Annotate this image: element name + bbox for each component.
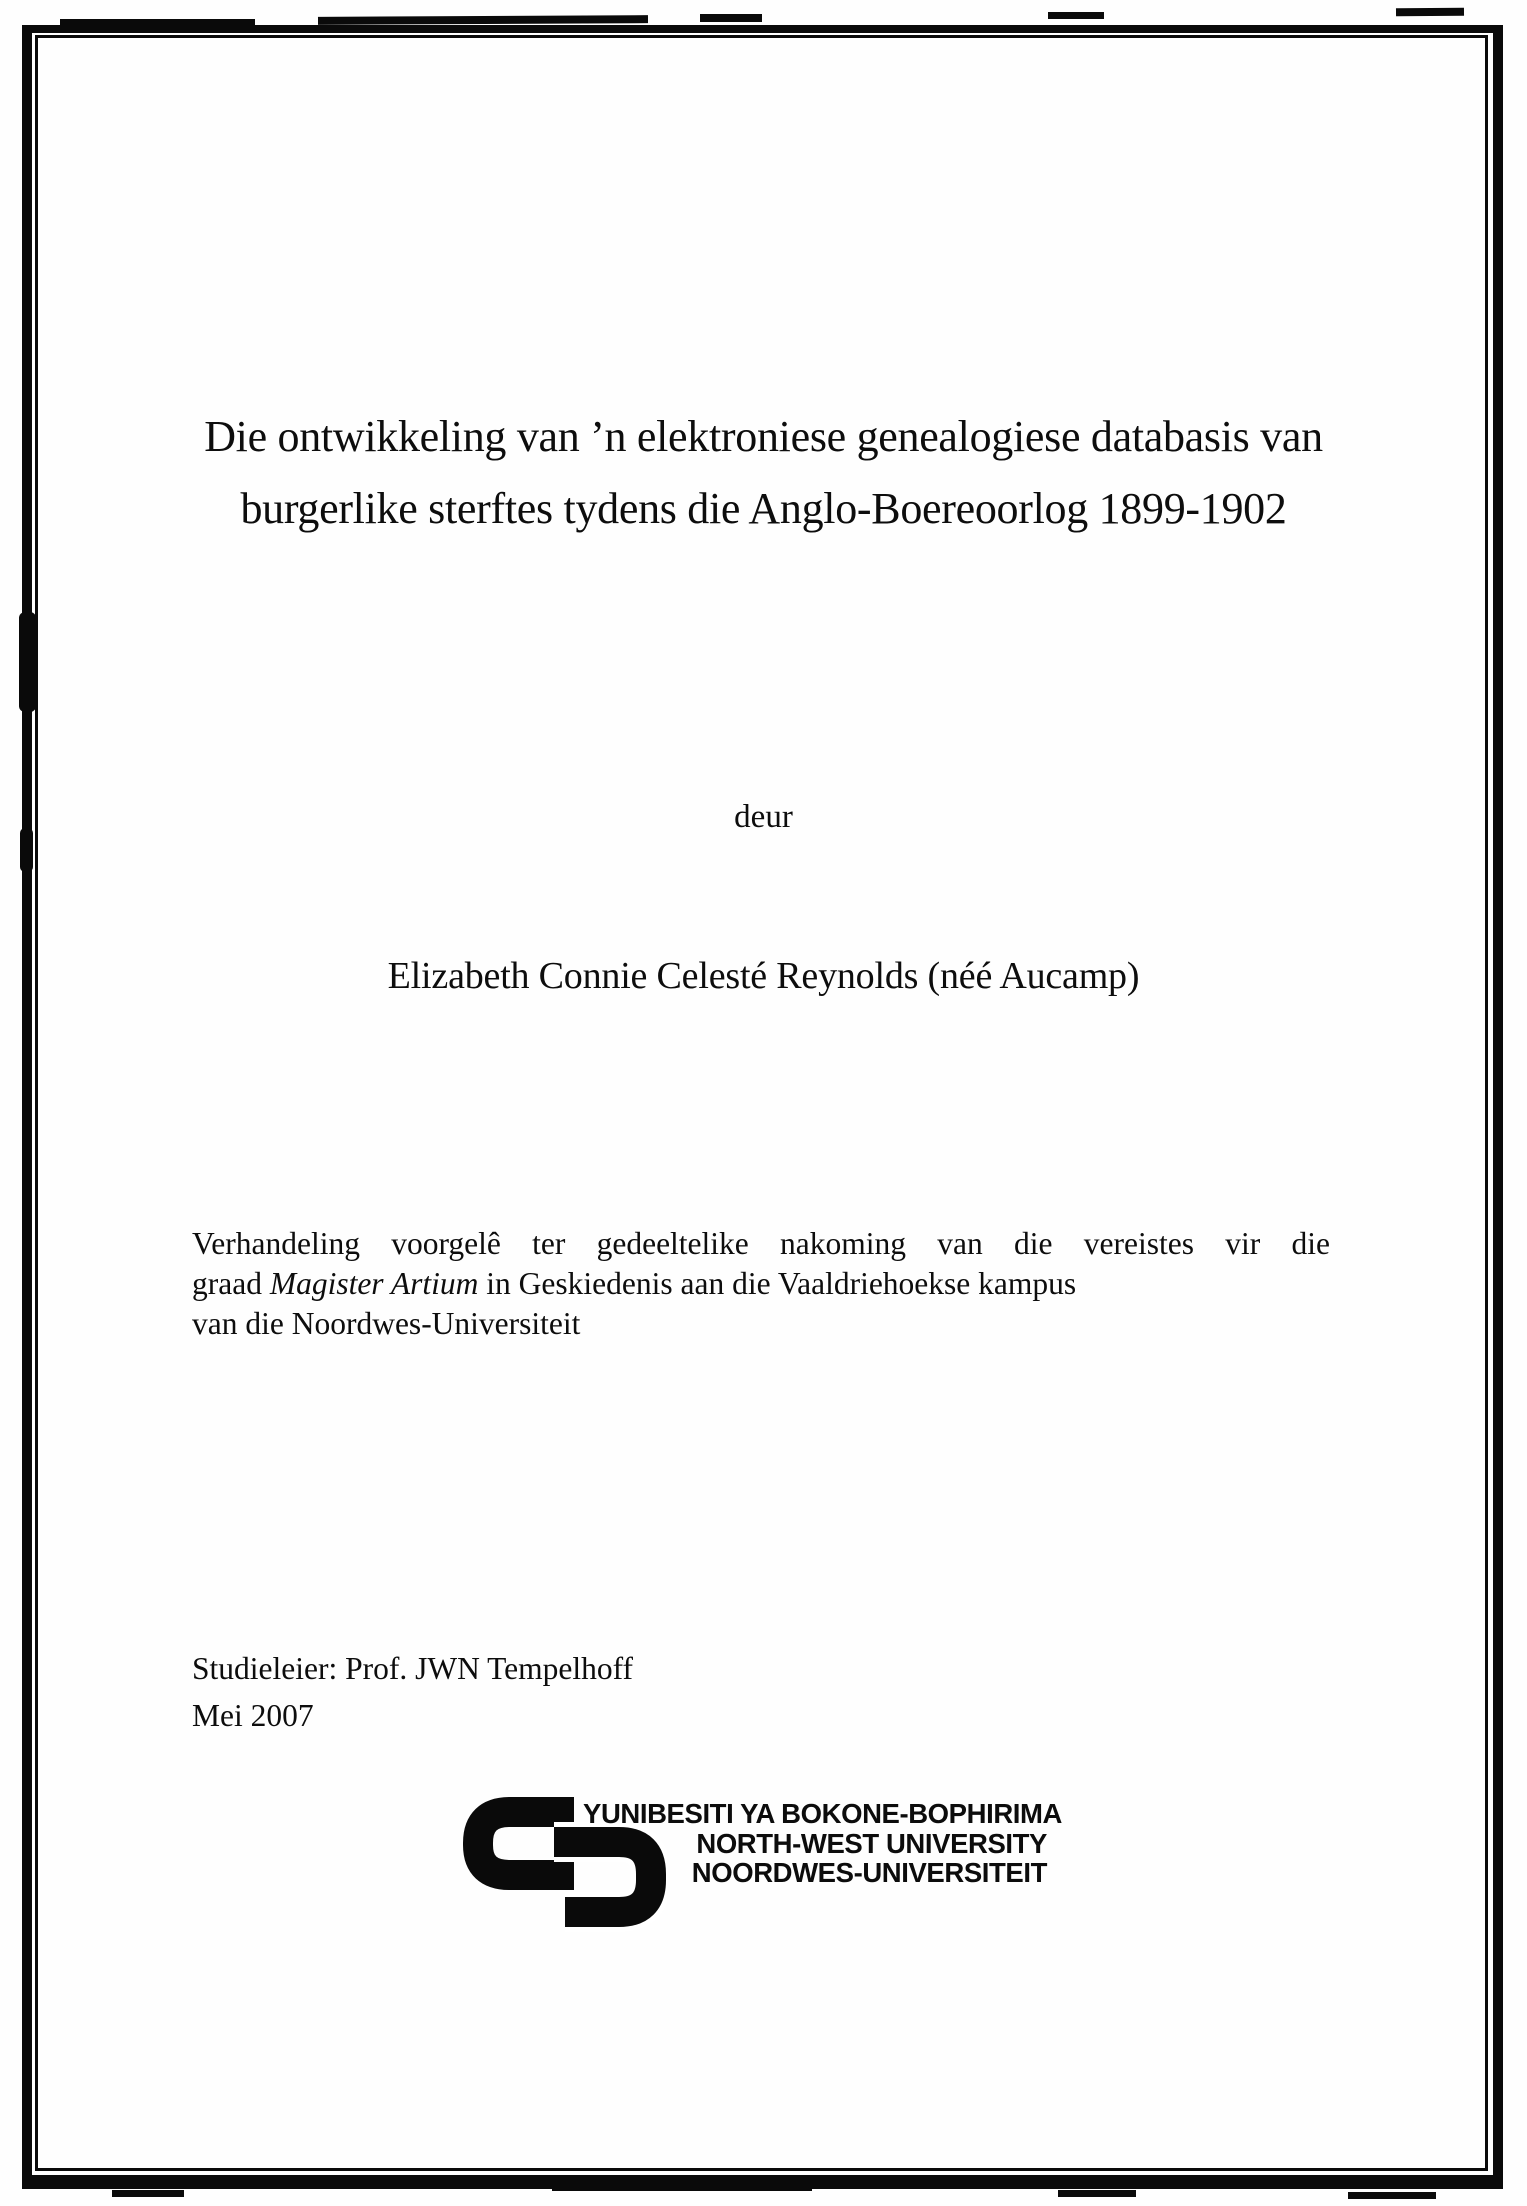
thesis-title bbox=[185, 401, 1342, 545]
university-wordmark bbox=[583, 1798, 1062, 1888]
supervisor-block bbox=[192, 1645, 633, 1739]
scan-artifact bbox=[1048, 12, 1104, 19]
scan-artifact bbox=[1348, 2192, 1436, 2199]
scan-artifact bbox=[552, 2186, 812, 2191]
statement-line2-suffix: in Geskiedenis aan die Vaaldriehoekse kampus bbox=[478, 1266, 1077, 1301]
statement-line2 bbox=[192, 1264, 1330, 1304]
byline-deur: deur bbox=[734, 799, 793, 835]
scan-artifact bbox=[1396, 8, 1464, 16]
date-line: Mei 2007 bbox=[192, 1698, 314, 1733]
scan-artifact bbox=[112, 2190, 184, 2197]
author-name: Elizabeth Connie Celesté Reynolds (néé Aucamp) bbox=[387, 955, 1140, 997]
statement-line1: Verhandeling voorgelê ter gedeeltelike nakoming van die vereistes vir die bbox=[192, 1226, 1330, 1261]
scan-artifact bbox=[700, 14, 762, 22]
statement-line3: van die Noordwes-Universiteit bbox=[192, 1306, 581, 1341]
statement-line2-prefix: graad bbox=[192, 1266, 270, 1301]
scan-artifact bbox=[19, 612, 36, 712]
scan-artifact bbox=[318, 15, 648, 25]
scan-artifact bbox=[1058, 2190, 1136, 2197]
thesis-title-line1: Die ontwikkeling van ’n elektroniese genealogiese databasis van bbox=[204, 412, 1323, 461]
degree-name-italic: Magister Artium bbox=[269, 1266, 479, 1301]
thesis-title-line2: burgerlike sterftes tydens die Anglo-Boereoorlog 1899-1902 bbox=[240, 484, 1287, 533]
wordmark-english: NORTH-WEST UNIVERSITY bbox=[696, 1827, 1047, 1859]
supervisor-line: Studieleier: Prof. JWN Tempelhoff bbox=[192, 1651, 634, 1686]
wordmark-afrikaans: NOORDWES-UNIVERSITEIT bbox=[691, 1857, 1047, 1888]
submission-statement bbox=[192, 1224, 1330, 1344]
scan-artifact bbox=[60, 19, 255, 26]
wordmark-setswana: YUNIBESITI YA BOKONE-BOPHIRIMA bbox=[583, 1798, 1062, 1829]
